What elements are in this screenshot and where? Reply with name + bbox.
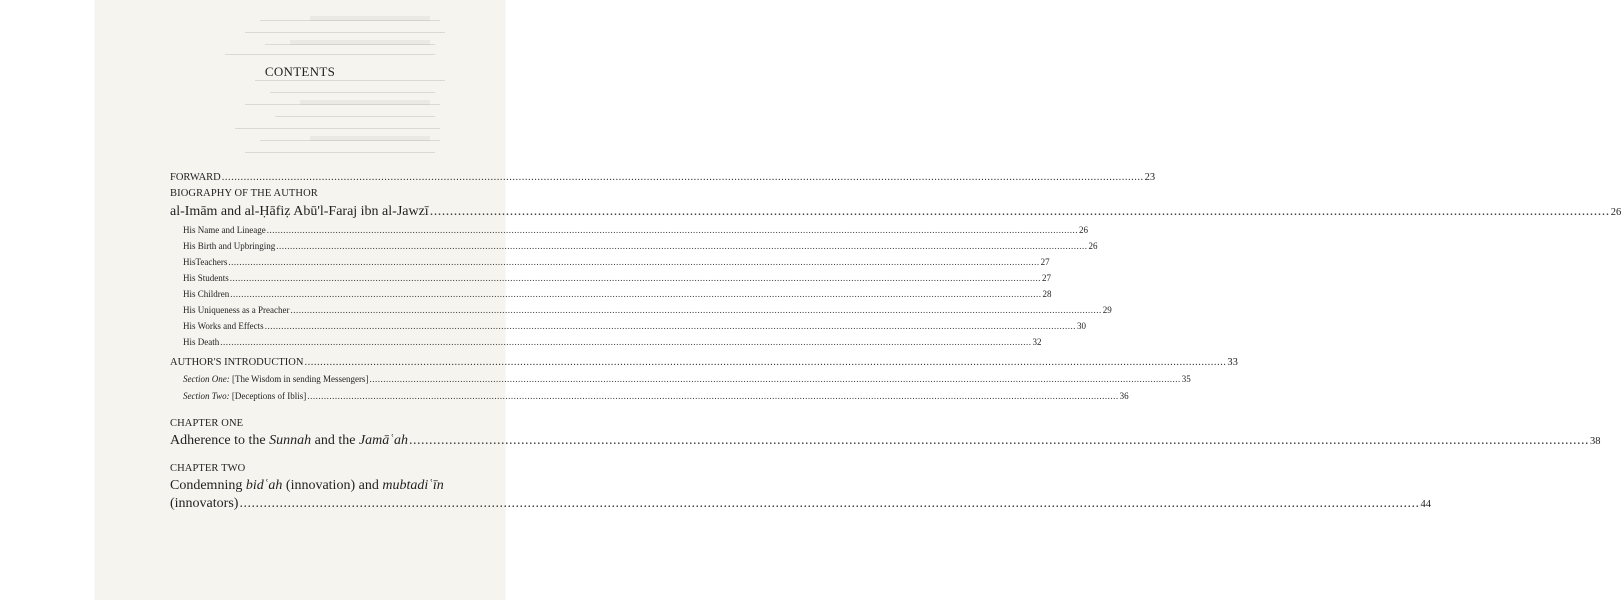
leader-dots: .......................................................................................................................................................................................................................................................................................................: [239, 496, 1420, 511]
toc-entry-label: HisTeachers: [183, 257, 228, 267]
leader-dots: .......................................................................................................................................................................................................................................................................................................: [221, 172, 1144, 183]
toc-page-number: 44: [1420, 499, 1431, 510]
toc-entry-label: His Children: [183, 289, 230, 299]
toc-entry-section-one: [183, 374, 1191, 384]
toc-entry-label: His Name and Lineage: [183, 225, 266, 235]
toc-subentry: [183, 257, 1050, 267]
toc-subentry: [183, 225, 1088, 235]
toc-entry-label: [The Wisdom in sending Messengers]: [231, 374, 369, 384]
toc-entry-label: al-Imām and al-Ḥāfiẓ Abū'l-Faraj ibn al-Jawzī: [170, 204, 429, 219]
toc-page-number: 35: [1181, 374, 1191, 384]
toc-entry-label: AUTHOR'S INTRODUCTION: [170, 357, 304, 368]
toc-entry-introduction: [170, 357, 1238, 368]
toc-entry-label: His Works and Effects: [183, 321, 264, 331]
toc-subentry: [183, 305, 1112, 315]
toc-entry-forward: [170, 172, 1156, 183]
toc-page-number: 30: [1076, 321, 1086, 331]
toc-page-number: 27: [1040, 257, 1050, 267]
toc-page-number: 23: [1144, 172, 1156, 183]
toc-entry-label: (innovators): [170, 496, 239, 511]
chapter-one-heading: CHAPTER ONE: [170, 418, 244, 429]
section-prefix: Section One:: [183, 374, 230, 384]
toc-entry-section-two: [183, 391, 1129, 401]
toc-page-number: 28: [1042, 289, 1052, 299]
toc-page-number: 29: [1102, 305, 1112, 315]
leader-dots: .......................................................................................................................................................................................................................................................................................................: [290, 305, 1102, 315]
toc-entry-label: His Birth and Upbringing: [183, 241, 276, 251]
toc-subentry: [183, 321, 1086, 331]
leader-dots: .......................................................................................................................................................................................................................................................................................................: [276, 241, 1088, 251]
section-prefix: Section Two:: [183, 391, 230, 401]
toc-page-number: 32: [1032, 337, 1042, 347]
toc-page-number: 36: [1119, 391, 1129, 401]
toc-page-number: 26: [1088, 241, 1098, 251]
leader-dots: .......................................................................................................................................................................................................................................................................................................: [230, 289, 1042, 299]
toc-entry-chapter-one: [170, 433, 1601, 449]
leader-dots: .......................................................................................................................................................................................................................................................................................................: [304, 357, 1227, 368]
toc-entry-label: Condemning bidʿah (innovation) and mubtadiʿīn: [170, 478, 444, 493]
toc-subentry: [183, 273, 1052, 283]
toc-subentry: [183, 337, 1042, 347]
leader-dots: .......................................................................................................................................................................................................................................................................................................: [228, 257, 1040, 267]
leader-dots: .......................................................................................................................................................................................................................................................................................................: [307, 391, 1119, 401]
toc-entry-label: [Deceptions of Iblis]: [231, 391, 307, 401]
leader-dots: .......................................................................................................................................................................................................................................................................................................: [429, 204, 1610, 219]
toc-page-number: 26: [1078, 225, 1088, 235]
leader-dots: .......................................................................................................................................................................................................................................................................................................: [229, 273, 1042, 283]
toc-entry-label: FORWARD: [170, 172, 221, 183]
toc-entry-label: His Death: [183, 337, 220, 347]
toc-page-number: 27: [1042, 273, 1052, 283]
toc-entry-label: Adherence to the Sunnah and the Jamāʿah: [170, 433, 408, 448]
toc-entry-biography-main: [170, 204, 1621, 220]
leader-dots: .......................................................................................................................................................................................................................................................................................................: [264, 321, 1076, 331]
toc-subentry: [183, 289, 1052, 299]
page-title: CONTENTS: [264, 64, 336, 79]
toc-entry-chapter-two-line2: [170, 496, 1431, 512]
chapter-two-heading: CHAPTER TWO: [170, 463, 246, 474]
toc-page-number: 26: [1610, 207, 1621, 218]
section-heading-biography: BIOGRAPHY OF THE AUTHOR: [170, 188, 318, 199]
table-of-contents: [95, 0, 1621, 600]
leader-dots: .......................................................................................................................................................................................................................................................................................................: [408, 433, 1589, 448]
toc-entry-label: His Students: [183, 273, 229, 283]
toc-page-number: 33: [1227, 357, 1238, 368]
leader-dots: .......................................................................................................................................................................................................................................................................................................: [369, 374, 1181, 384]
toc-subentry: [183, 241, 1098, 251]
toc-entry-chapter-two-line1: [170, 478, 446, 494]
toc-page-number: 38: [1589, 436, 1601, 447]
leader-dots: .......................................................................................................................................................................................................................................................................................................: [220, 337, 1032, 347]
leader-dots: .......................................................................................................................................................................................................................................................................................................: [266, 225, 1078, 235]
book-page: [95, 0, 1621, 600]
toc-entry-label: His Uniqueness as a Preacher: [183, 305, 290, 315]
